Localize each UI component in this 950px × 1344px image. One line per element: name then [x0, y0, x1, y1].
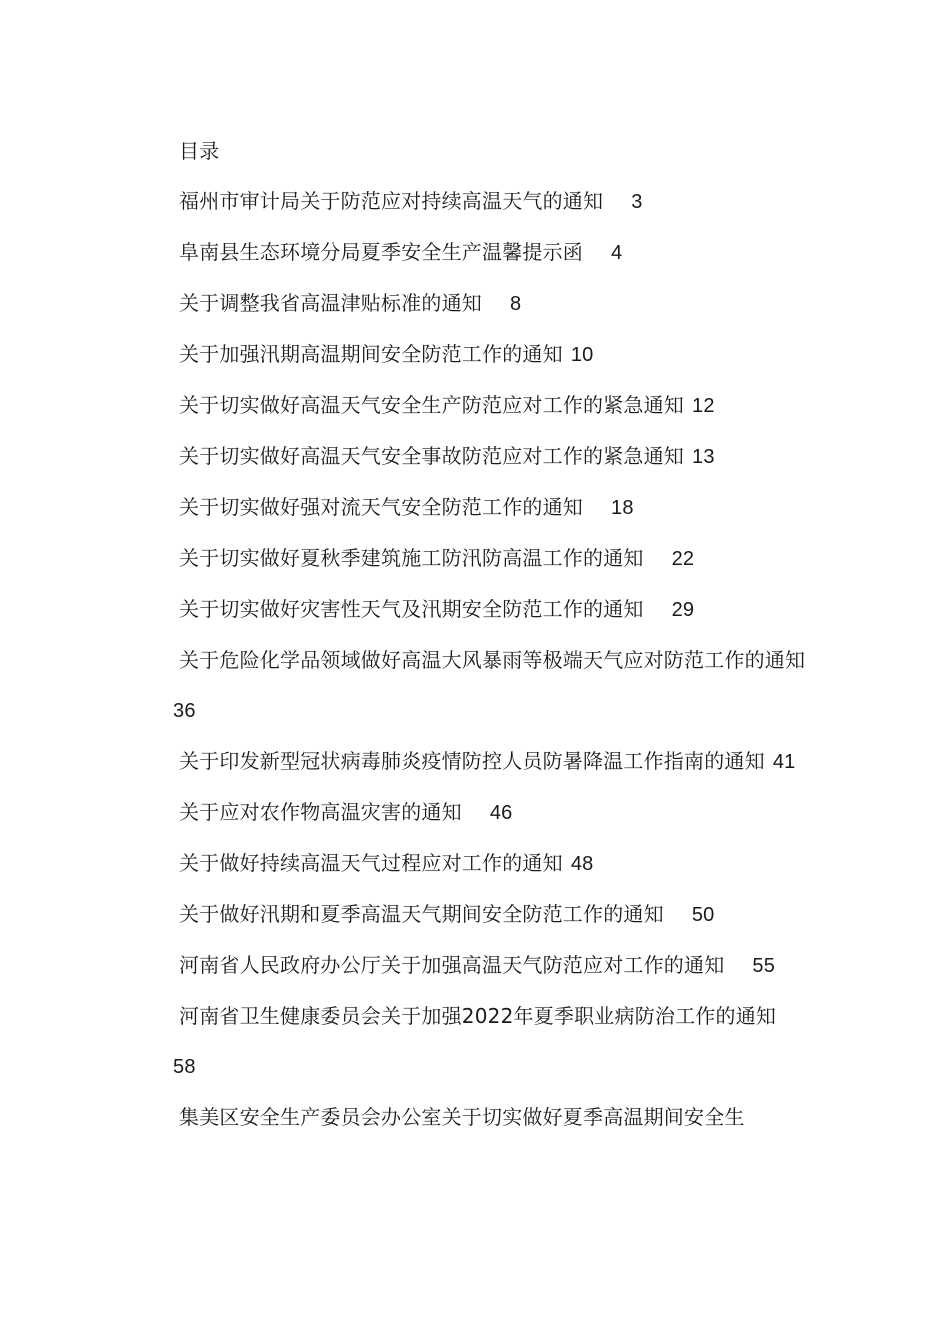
toc-entry[interactable] [145, 431, 809, 482]
toc-entry-text: 集美区安全生产委员会办公室关于切实做好夏季高温期间安全生 [179, 1105, 745, 1129]
toc-entry-page: 10 [570, 344, 594, 366]
toc-entry[interactable] [145, 176, 809, 227]
toc-entry-page: 48 [570, 853, 594, 875]
toc-entry-page: 29 [671, 599, 695, 621]
toc-entry-page: 4 [611, 242, 623, 264]
toc-entry[interactable] [145, 482, 809, 533]
toc-entry-text: 关于应对农作物高温灾害的通知 [179, 800, 462, 824]
toc-entry-page: 8 [510, 293, 522, 315]
toc-title: 目录 [179, 139, 220, 163]
toc-entry-text: 关于危险化学品领域做好高温大风暴雨等极端天气应对防范工作的通知 [179, 648, 806, 672]
toc-entry-text: 关于切实做好灾害性天气及汛期安全防范工作的通知 [179, 597, 644, 621]
toc-entry[interactable] [145, 227, 809, 278]
toc-entry-text: 关于做好汛期和夏季高温天气期间安全防范工作的通知 [179, 902, 664, 926]
toc-entry-text: 关于切实做好高温天气安全生产防范应对工作的紧急通知 [179, 393, 684, 417]
toc-entry-page: 41 [772, 751, 796, 773]
toc-entry-page: 12 [692, 395, 715, 417]
table-of-contents [145, 126, 809, 1142]
toc-entry-page: 36 [173, 700, 196, 722]
toc-entry[interactable] [145, 787, 809, 838]
toc-entry[interactable] [145, 940, 809, 991]
toc-entry-page: 3 [631, 191, 643, 213]
toc-entry[interactable] [145, 838, 809, 889]
toc-entry-text: 阜南县生态环境分局夏季安全生产温馨提示函 [179, 240, 583, 264]
toc-entry-page: 55 [752, 955, 776, 977]
toc-entry[interactable] [145, 635, 809, 736]
toc-entry-page: 22 [671, 548, 695, 570]
toc-entry-text: 关于加强汛期高温期间安全防范工作的通知 [179, 342, 563, 366]
toc-entry[interactable] [145, 329, 809, 380]
toc-entry-page: 13 [692, 446, 715, 468]
toc-entry-text: 关于切实做好高温天气安全事故防范应对工作的紧急通知 [179, 444, 684, 468]
toc-entry-page: 46 [489, 802, 513, 824]
toc-entry[interactable] [145, 380, 809, 431]
toc-entry-text: 河南省卫生健康委员会关于加强2022年夏季职业病防治工作的通知 [179, 1004, 777, 1028]
toc-entry[interactable] [145, 584, 809, 635]
toc-entry[interactable] [145, 1092, 809, 1142]
toc-entry-text: 河南省人民政府办公厅关于加强高温天气防范应对工作的通知 [179, 953, 725, 977]
toc-entry-text: 关于切实做好夏秋季建筑施工防汛防高温工作的通知 [179, 546, 644, 570]
toc-entry[interactable] [145, 533, 809, 584]
toc-entry-page: 50 [691, 904, 715, 926]
toc-entry-page: 18 [611, 497, 634, 519]
toc-entry[interactable] [145, 889, 809, 940]
toc-entry-text: 福州市审计局关于防范应对持续高温天气的通知 [179, 189, 604, 213]
toc-entry-text: 关于印发新型冠状病毒肺炎疫情防控人员防暑降温工作指南的通知 [179, 749, 765, 773]
toc-entry[interactable] [145, 736, 809, 787]
toc-entry-page: 58 [173, 1056, 196, 1078]
toc-entry-text: 关于调整我省高温津贴标准的通知 [179, 291, 482, 315]
toc-entry-text: 关于做好持续高温天气过程应对工作的通知 [179, 851, 563, 875]
toc-entry-text: 关于切实做好强对流天气安全防范工作的通知 [179, 495, 583, 519]
toc-entry[interactable] [145, 278, 809, 329]
toc-entry[interactable] [145, 991, 809, 1092]
